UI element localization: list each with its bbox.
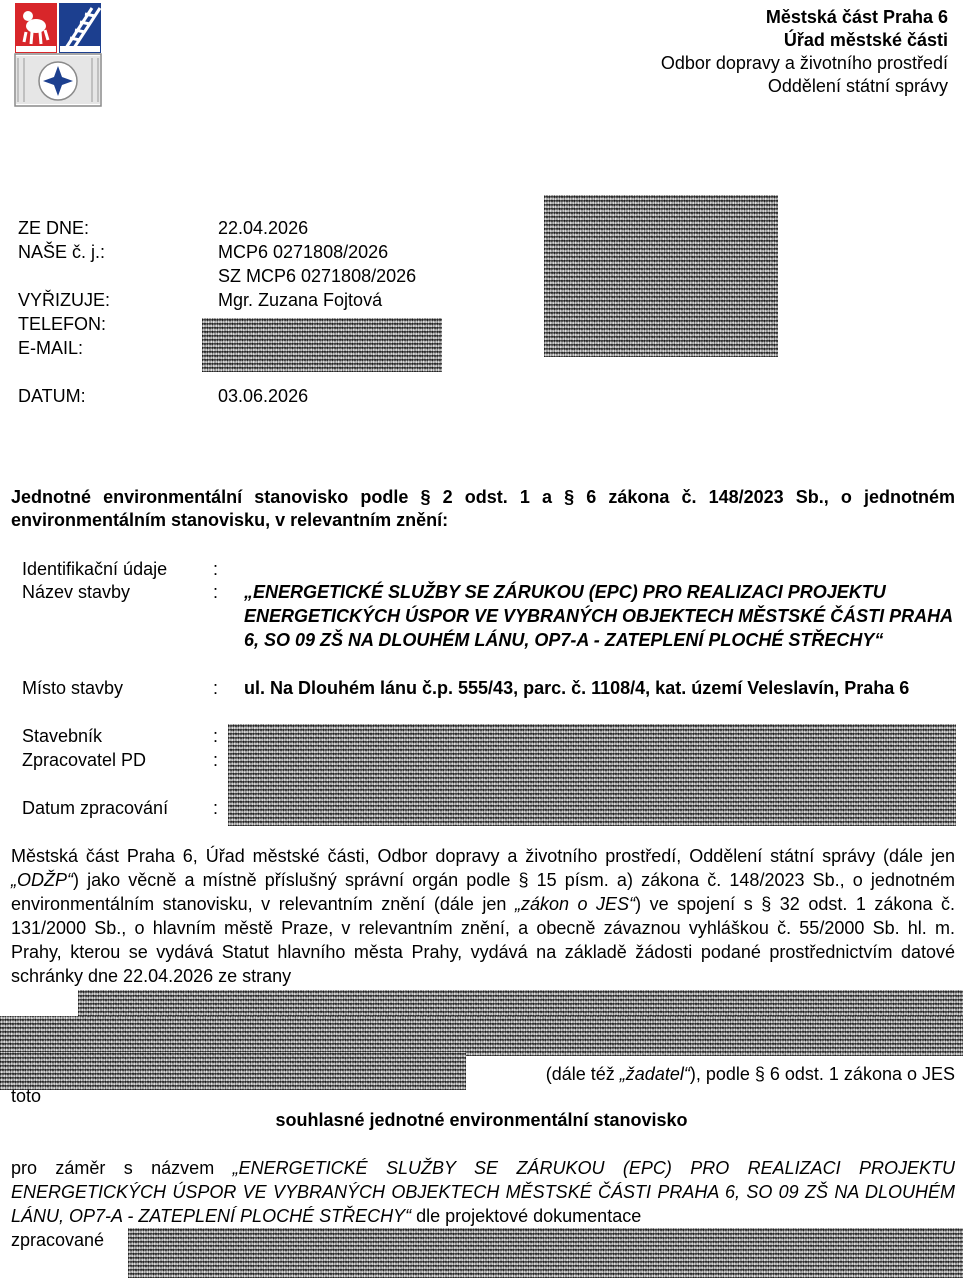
- misto-label: Místo stavby: [22, 678, 124, 698]
- city-district-crest: [14, 2, 102, 108]
- header-office: Úřad městské části: [783, 30, 948, 50]
- sz-value: SZ MCP6 0271808/2026: [218, 266, 417, 286]
- p2-part-a: pro záměr s názvem: [11, 1158, 233, 1178]
- p1-toto: toto: [11, 1086, 42, 1106]
- body-paragraph-1: [11, 844, 955, 988]
- nazev-value: „ENERGETICKÉ SLUŽBY SE ZÁRUKOU (EPC) PRO REALIZACI PROJEKTU ENERGETICKÝCH ÚSPOR VE VYBRANÝCH OBJEKTECH MĚSTSKÉ ČÁSTI PRAHA 6, SO 09 ZŠ NA DLOUHÉM LÁNU, OP7-A - ZATEPLENÍ PLOCHÉ STŘECHY“: [244, 582, 953, 650]
- redacted-applicant-3: [0, 1052, 466, 1090]
- nazev-label: Název stavby: [22, 582, 131, 602]
- redacted-applicant-2: [0, 1016, 963, 1056]
- p1-part-e: ), podle § 6 odst. 1 zákona o JES: [689, 1064, 955, 1084]
- nase-cj-label: NAŠE č. j.:: [18, 242, 106, 262]
- office-header: [661, 6, 948, 98]
- p2-zpracovane: zpracované: [11, 1228, 108, 1252]
- nazev-colon: :: [213, 582, 219, 602]
- p1-part-c: ) ve spojení s § 32 odst. 1 zákona č. 131/2000 Sb., o hlavním městě Praze, v relevantním znění, a obecně závaznou vyhláškou č. 55/2000 Sb. hl. m. Prahy, kterou se vydává Statut hlavního města Prahy, vydává na základě žádosti podané prostřednictvím datové schránky dne 22.04.2026 ze strany: [11, 894, 955, 986]
- telefon-label: TELEFON:: [18, 314, 107, 334]
- datum-zprac-label: Datum zpracování: [22, 798, 169, 818]
- misto-colon: :: [213, 678, 219, 698]
- redacted-barcode: [544, 195, 778, 357]
- ze-dne-value: 22.04.2026: [218, 218, 309, 238]
- p1-odzp: „ODŽP“: [11, 870, 73, 890]
- document-title: Jednotné environmentální stanovisko podle § 2 odst. 1 a § 6 zákona č. 148/2023 Sb., o jednotném environmentálním stanovisku, v relevantním znění:: [11, 487, 955, 530]
- p1-part-d: (dále též: [545, 1064, 620, 1084]
- header-district: Městská část Praha 6: [765, 7, 948, 27]
- redacted-builder-info: [228, 724, 956, 826]
- body-paragraph-2: [11, 1156, 955, 1228]
- header-section: Oddělení státní správy: [767, 76, 948, 96]
- redacted-designer: [128, 1228, 963, 1278]
- vyrizuje-label: VYŘIZUJE:: [18, 290, 111, 310]
- zpracovatel-colon: :: [213, 750, 219, 770]
- p2-part-b: dle projektové dokumentace: [411, 1206, 642, 1226]
- p1-zakon-jes: „zákon o JES“: [514, 894, 636, 914]
- p1-part-b: ) jako věcně a místně příslušný správní orgán podle § 15 písm. a) zákona č. 148/2023 Sb., o jednotném environmentálním stanovisku, v relevantním znění (dále jen: [11, 870, 955, 914]
- ze-dne-label: ZE DNE:: [18, 218, 90, 238]
- vyrizuje-value: Mgr. Zuzana Fojtová: [218, 290, 383, 310]
- email-label: E-MAIL:: [18, 338, 84, 358]
- p1-continuation: [470, 1062, 955, 1086]
- misto-value: ul. Na Dlouhém lánu č.p. 555/43, parc. č. 1108/4, kat. území Veleslavín, Praha 6: [244, 678, 910, 698]
- redacted-contact: [202, 318, 442, 372]
- datum-label: DATUM:: [18, 386, 86, 406]
- stavebnik-colon: :: [213, 726, 219, 746]
- stavebnik-label: Stavebník: [22, 726, 103, 746]
- p1-part-a: Městská část Praha 6, Úřad městské části, Odbor dopravy a životního prostředí, Oddělení státní správy (dále jen: [11, 846, 955, 866]
- nase-cj-value: MCP6 0271808/2026: [218, 242, 389, 262]
- p1-zadatel: „žadatel“: [619, 1064, 690, 1084]
- header-department: Odbor dopravy a životního prostředí: [660, 53, 948, 73]
- decision-heading: souhlasné jednotné environmentální stanovisko: [275, 1110, 688, 1130]
- p2-project-name: „ENERGETICKÉ SLUŽBY SE ZÁRUKOU (EPC) PRO REALIZACI PROJEKTU ENERGETICKÝCH ÚSPOR VE VYBRANÝCH OBJEKTECH MĚSTSKÉ ČÁSTI PRAHA 6, SO 09 ZŠ NA DLOUHÉM LÁNU, OP7-A - ZATEPLENÍ PLOCHÉ STŘECHY“: [11, 1158, 956, 1226]
- datum-value: 03.06.2026: [218, 386, 309, 406]
- identifikacni-label: Identifikační údaje: [22, 559, 168, 579]
- zpracovatel-label: Zpracovatel PD: [22, 750, 147, 770]
- crest-icon: [14, 2, 102, 108]
- datum-zprac-colon: :: [213, 798, 219, 818]
- identifikacni-colon: :: [213, 559, 219, 579]
